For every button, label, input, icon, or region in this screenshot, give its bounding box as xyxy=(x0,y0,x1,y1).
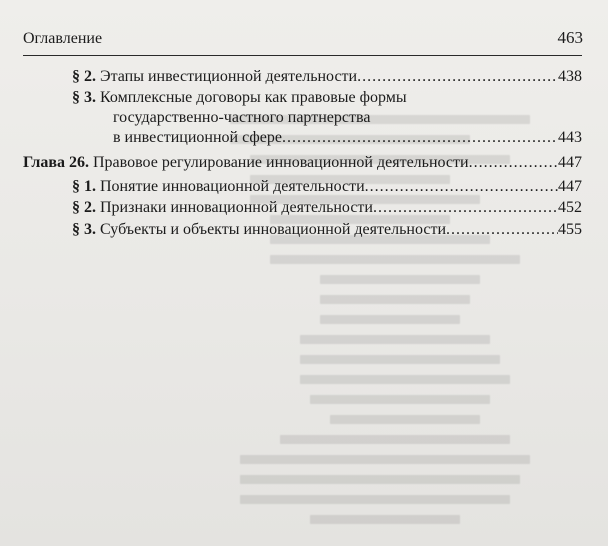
entry-page: 455 xyxy=(558,221,582,238)
entry-mark: § 2. xyxy=(72,68,96,85)
page-number: 463 xyxy=(557,28,583,47)
toc-chapter[interactable] xyxy=(23,153,582,173)
entry-page: 447 xyxy=(558,154,582,171)
dot-leader xyxy=(365,177,558,197)
entry-title-line2: государственно-частного партнерства xyxy=(113,109,371,126)
toc-entry-line[interactable] xyxy=(113,128,582,148)
header-title: Оглавление xyxy=(23,30,103,47)
entry-mark: § 2. xyxy=(72,199,96,216)
entry-page: 443 xyxy=(558,129,582,146)
entry-title: Субъекты и объекты инновационной деятельности xyxy=(100,221,447,238)
entry-title-line3: в инвестиционной сфере xyxy=(113,129,282,146)
toc-entry-line[interactable] xyxy=(72,88,407,108)
chapter-mark: Глава 26. xyxy=(23,154,89,171)
header-rule xyxy=(23,55,582,56)
entry-mark: § 3. xyxy=(72,221,96,238)
entry-page: 438 xyxy=(558,68,582,85)
toc-entry[interactable] xyxy=(72,198,582,218)
entry-title: Понятие инновационной деятельности xyxy=(100,178,365,195)
toc-entry[interactable] xyxy=(72,67,582,87)
chapter-title: Правовое регулирование инновационной деятельности xyxy=(93,154,469,171)
dot-leader xyxy=(357,67,558,87)
running-header xyxy=(23,30,583,54)
entry-title: Этапы инвестиционной деятельности xyxy=(100,68,358,85)
entry-title: Признаки инновационной деятельности xyxy=(100,199,373,216)
entry-page: 447 xyxy=(558,178,582,195)
entry-title-line1: Комплексные договоры как правовые формы xyxy=(100,89,407,106)
dot-leader xyxy=(446,220,558,240)
entry-page: 452 xyxy=(558,199,582,216)
dot-leader xyxy=(282,128,558,148)
entry-mark: § 3. xyxy=(72,89,96,106)
toc-entry-line xyxy=(113,108,370,128)
dot-leader xyxy=(469,153,558,173)
dot-leader xyxy=(373,198,558,218)
toc-entry[interactable] xyxy=(72,220,582,240)
toc-entry[interactable] xyxy=(72,177,582,197)
entry-mark: § 1. xyxy=(72,178,96,195)
